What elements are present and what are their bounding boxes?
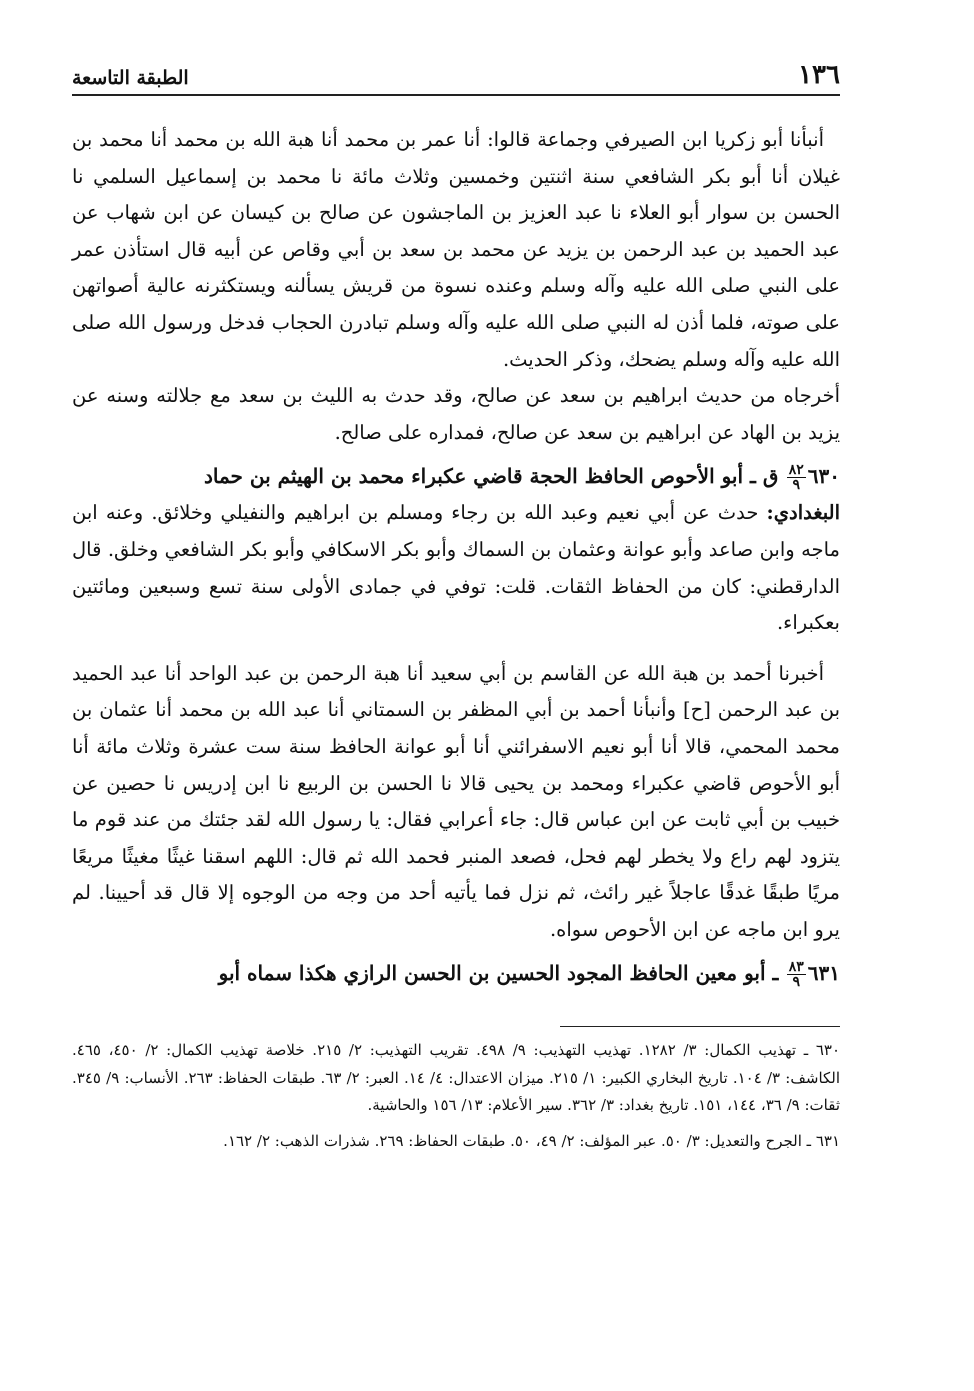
entry-630-number — [785, 457, 840, 495]
entry-631-heading — [72, 954, 840, 992]
running-head — [72, 50, 840, 96]
entry-630-fraction — [787, 463, 806, 492]
footnote-630: ٦٣٠ ـ تهذيب الكمال: ٣/ ١٢٨٢. تهذيب التهذيب: ٩/ ٤٩٨. تقريب التهذيب: ٢/ ٢١٥. خلاصة تهذيب الكمال: ٢/ ٤٥٠، ٤٦٥. الكاشف: ٣/ ١٠٤. تاريخ البخاري الكبير: ١/ ٢١٥. ميزان الاعتدال: ٤/ ١٤. العبر: ٢/ ٦٣. طبقات الحفاظ: ٢٦٣. الأنساب: ٩/ ٣٤٥. ثقات: ٩/ ٣٦، ١٤٤، ١٥١. تاريخ بغداد: ٣/ ٣٦٢. سير الأعلام: ١٣/ ١٥٦ والحاشية. — [72, 1041, 841, 1115]
entry-630-text: حدث عن أبي نعيم وعبد الله بن رجاء ومسلم بن ابراهيم والنفيلي وخلائق. وعنه ابن ماجه وابن صاعد وأبو عوانة وعثمان بن السماك وأبو بكر الاسكافي وأبو بكر الشافعي وخلق. قال الدارقطني: كان من الحفاظ الثقات. قلت: توفي في جمادى الأولى سنة تسع وسبعين ومائتين بعكبراء. — [72, 501, 840, 635]
entry-630-title-cont: البغدادي: — [766, 501, 840, 525]
entry-631-number-text: ٦٣١ — [807, 961, 840, 986]
section-title: الطبقة التاسعة — [72, 67, 189, 89]
main-text — [72, 122, 840, 992]
entry-631-number — [785, 954, 840, 992]
footnote-631: ٦٣١ ـ الجرح والتعديل: ٣/ ٥٠. عبر المؤلف: ٢/ ٤٩، ٥٠. طبقات الحفاظ: ٢٦٩. شذرات الذهب: ٢/ ١٦٢. — [223, 1131, 840, 1150]
entry-631-title: ـ أبو معين الحافظ المجود الحسين بن الحسن الرازي هكذا سماه أبو — [218, 961, 779, 986]
paragraph-isnad-1: أنبأنا أبو زكريا ابن الصيرفي وجماعة قالوا: أنا عمر بن محمد أنا هبة الله بن محمد أنا محمد بن غيلان أنا أبو بكر الشافعي سنة اثنتين وخمسين وثلاث مائة نا محمد بن إسماعيل السلمي نا الحسن بن سوار أبو العلاء نا عبد العزيز بن الماجشون عن صالح بن كيسان عن ابن شهاب عن عبد الحميد بن عبد الرحمن بن يزيد عن محمد بن سعد بن أبي وقاص عن أبيه قال استأذن عمر على النبي صلى الله عليه وآله وسلم وعنده نسوة من قريش يسألنه ويستكثرنه عالية أصواتهن على صوته، فلما أذن له النبي صلى الله عليه وآله وسلم تبادرن الحجاب فدخل ورسول الله صلى الله عليه وآله وسلم يضحك، وذكر الحديث. — [72, 128, 840, 371]
entry-631-fraction-bottom: ٩ — [792, 974, 801, 991]
entry-630-fraction-top: ٨٢ — [788, 462, 804, 479]
footnote-divider — [560, 1026, 840, 1027]
entry-630-number-text: ٦٣٠ — [807, 464, 840, 489]
entry-631-fraction-top: ٨٣ — [788, 959, 804, 976]
page-number: ١٣٦ — [798, 60, 840, 90]
entry-630-body — [72, 495, 840, 641]
book-page — [72, 50, 840, 1155]
paragraph-isnad-2: أخبرنا أحمد بن هبة الله عن القاسم بن أبي سعيد أنا هبة الرحمن بن عبد الواحد أنا عبد الحميد بن عبد الرحمن [ح] وأنبأنا أحمد بن أبي المظفر بن السمتاني أنا عبد الله بن محمد أنا عثمان بن محمد المحمي، قالا أنا أبو نعيم الاسفرائني أنا أبو عوانة الحافظ سنة ست عشرة وثلاث مائة أنا أبو الأحوص قاضي عكبراء ومحمد بن يحيى قالا نا الحسن بن الربيع نا ابن إدريس نا حصين عن خبيب بن أبي ثابت عن ابن عباس قال: جاء أعرابي فقال: يا رسول الله لقد جئتك من عند قوم ما يتزود لهم راع ولا يخطر لهم فحل، فصعد المنبر فحمد الله ثم قال: اللهم اسقنا غيثًا مغيثًا مريعًا مريًا طبقًا غدقًا عاجلاً غير رائث، ثم نزل فما يأتيه أحد من وجه من الوجوه إلا قال قد أحيينا. لم يرو ابن ماجه عن ابن الأحوص سواه. — [72, 661, 840, 941]
entry-630-title: ق ـ أبو الأحوص الحافظ الحجة قاضي عكبراء محمد بن الهيثم بن حماد — [203, 464, 779, 489]
entry-630-fraction-bottom: ٩ — [792, 477, 801, 494]
entry-631-fraction — [787, 960, 806, 989]
paragraph-takhrij: أخرجاه من حديث ابراهيم بن سعد عن صالح، وقد حدث به الليث بن سعد مع جلالته وسنه عن يزيد بن الهاد عن ابراهيم بن سعد عن صالح، فمداره على صالح. — [72, 384, 840, 444]
entry-630-heading — [72, 457, 840, 495]
